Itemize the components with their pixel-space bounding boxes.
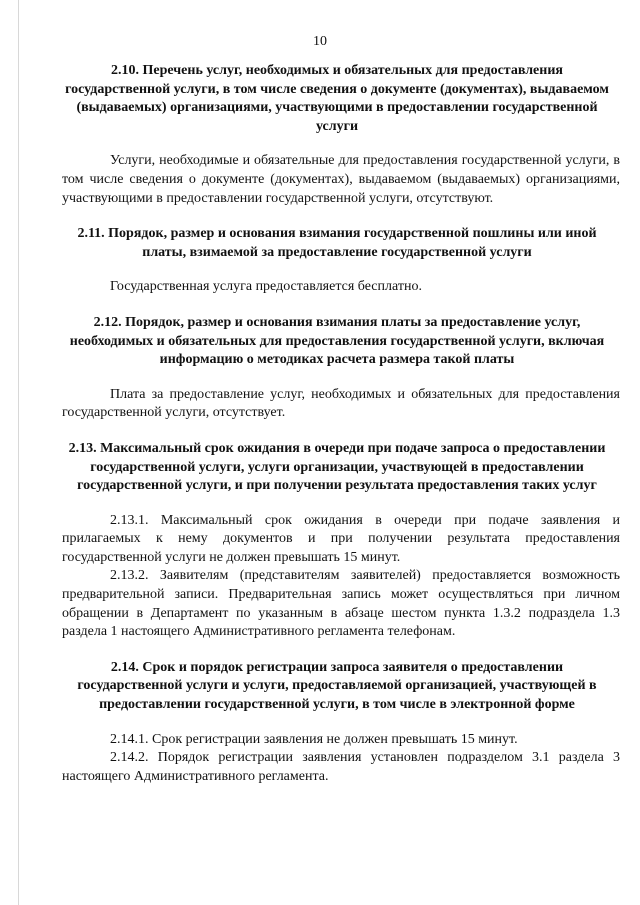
- section-heading-2-14: 2.14. Срок и порядок регистрации запроса заявителя о предоставлении государственной услуги и услуги, предоставляемой организацией, участвующей в предоставлении государственной услуги, в том числе в электронной форме: [77, 659, 597, 713]
- section-paragraph: 2.13.2. Заявителям (представителям заявителей) предоставляется возможность предварительной записи. Предварительная запись может осуществляться при личном обращении в Департамент по указанным в абзаце шестом пункта 1.3.2 подраздела 1.3 раздела 1 настоящего Административного регламента телефонам.: [62, 568, 620, 640]
- section-heading-2-13: 2.13. Максимальный срок ожидания в очереди при подаче запроса о предоставлении государственной услуги, услуги организации, участвующей в предоставлении государственной услуги, и при получении результата предоставления таких услуг: [68, 440, 606, 494]
- document-content: [62, 62, 620, 786]
- section-heading-2-12: 2.12. Порядок, размер и основания взимания платы за предоставление услуг, необходимых и обязательных для предоставления государственной услуги, включая информацию о методиках расчета размера такой платы: [69, 314, 605, 368]
- section-heading-2-11: 2.11. Порядок, размер и основания взимания государственной пошлины или иной платы, взимаемой за предоставление государственной услуги: [77, 226, 597, 260]
- section-paragraph: 2.13.1. Максимальный срок ожидания в очереди при подаче заявления и прилагаемых к нему документов и при получении результата предоставления государственной услуги не должен превышать 15 минут.: [62, 512, 620, 565]
- section-paragraph: 2.14.1. Срок регистрации заявления не должен превышать 15 минут.: [110, 731, 518, 747]
- section-heading-2-10: 2.10. Перечень услуг, необходимых и обязательных для предоставления государственной услуги, в том числе сведения о документе (документах), выдаваемом (выдаваемых) организациями, участвующими в предоставлении государственной услуги: [65, 63, 609, 134]
- section-paragraph: 2.14.2. Порядок регистрации заявления установлен подразделом 3.1 раздела 3 настоящего Административного регламента.: [62, 750, 620, 784]
- section-paragraph: Плата за предоставление услуг, необходимых и обязательных для предоставления государственной услуги, отсутствует.: [62, 386, 620, 421]
- section-paragraph: Услуги, необходимые и обязательные для предоставления государственной услуги, в том числе сведения о документе (документах), выдаваемом (выдаваемых) организациями, участвующими в предоставлении государственной услуги, отсутствуют.: [62, 153, 620, 206]
- page-number: 10: [313, 34, 327, 49]
- section-paragraph: Государственная услуга предоставляется бесплатно.: [110, 279, 422, 295]
- scan-border-line: [18, 0, 19, 905]
